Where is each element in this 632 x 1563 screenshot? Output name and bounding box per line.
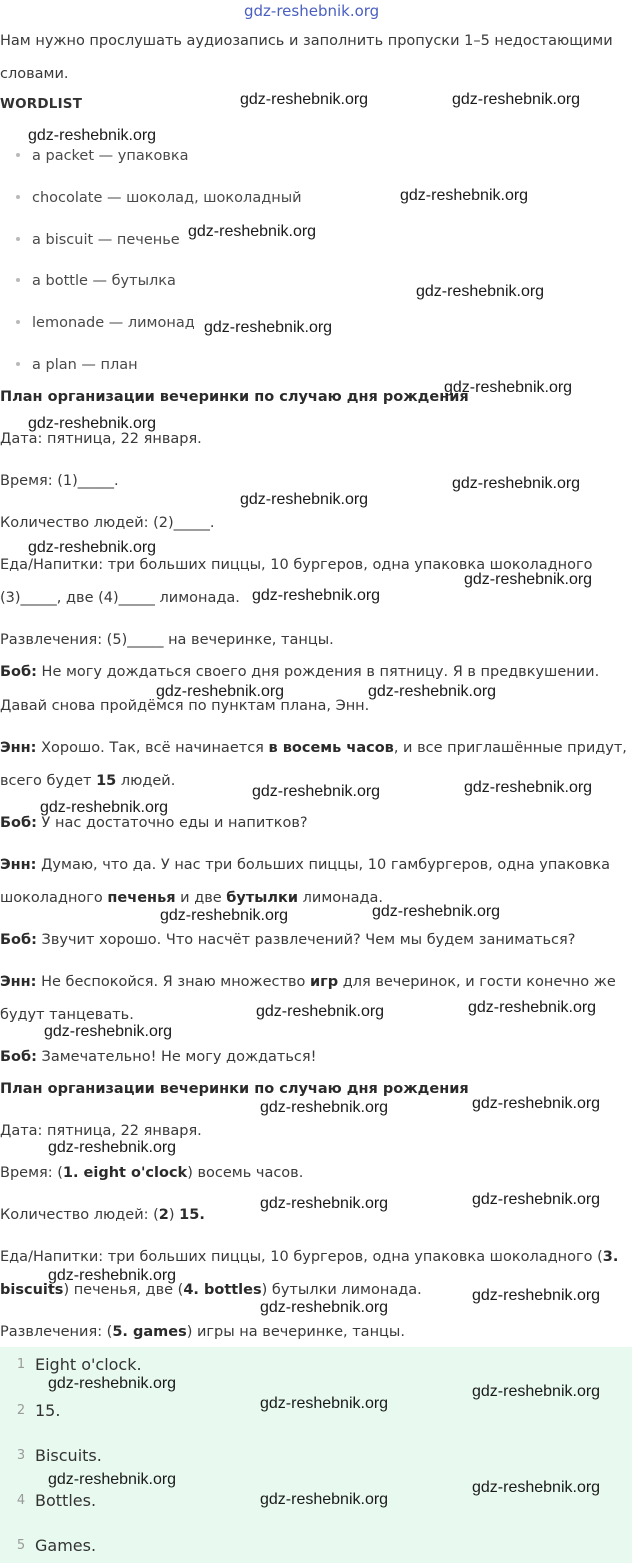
bullet-icon [16,237,20,241]
intro-line-1: Нам нужно прослушать аудиозапись и заполнить пропуски 1–5 недостающими [0,33,613,49]
watermark: gdz-reshebnik.org [156,683,285,700]
answers-box: 1 Eight o'clock. 2 15. 3 Biscuits. 4 Bottles. 5 Games. [0,1347,632,1563]
watermark: gdz-reshebnik.org [188,223,317,240]
watermark: gdz-reshebnik.org [464,779,593,796]
watermark: gdz-reshebnik.org [416,283,545,300]
wordlist-item: a plan — план [16,357,138,373]
top-watermark: gdz-reshebnik.org [244,2,380,20]
watermark: gdz-reshebnik.org [252,587,381,604]
watermark: gdz-reshebnik.org [256,1003,385,1020]
watermark: gdz-reshebnik.org [44,1023,173,1040]
dialog-line: будут танцевать. [0,1007,134,1023]
watermark: gdz-reshebnik.org [260,1491,389,1508]
plan-filled-food-line-1: Еда/Напитки: три больших пиццы, 10 бургеров, одна упаковка шоколадного (3. [0,1249,619,1265]
watermark: gdz-reshebnik.org [444,379,573,396]
watermark: gdz-reshebnik.org [452,91,581,108]
watermark: gdz-reshebnik.org [468,999,597,1016]
watermark: gdz-reshebnik.org [28,415,157,432]
watermark: gdz-reshebnik.org [48,1267,177,1284]
plan-date: Дата: пятница, 22 января. [0,431,202,447]
wordlist-item: chocolate — шоколад, шоколадный [16,190,302,206]
watermark: gdz-reshebnik.org [368,683,497,700]
watermark: gdz-reshebnik.org [48,1375,177,1392]
watermark: gdz-reshebnik.org [28,127,157,144]
plan-fun: Развлечения: (5)_____ на вечеринке, танцы. [0,632,334,648]
dialog-line: всего будет 15 людей. [0,773,176,789]
dialog-line: Боб: Замечательно! Не могу дождаться! [0,1049,317,1065]
dialog-line: Энн: Не беспокойся. Я знаю множество игр для вечеринок, и гости конечно же [0,974,616,990]
watermark: gdz-reshebnik.org [160,907,289,924]
watermark: gdz-reshebnik.org [240,91,369,108]
watermark: gdz-reshebnik.org [240,491,369,508]
wordlist-item: a biscuit — печенье [16,232,180,248]
watermark: gdz-reshebnik.org [48,1471,177,1488]
wordlist-item: lemonade — лимонад [16,315,195,331]
bullet-icon [16,278,20,282]
plan-filled-fun: Развлечения: (5. games) игры на вечеринке, танцы. [0,1324,405,1340]
plan-filled-people: Количество людей: (2) 15. [0,1207,205,1223]
watermark: gdz-reshebnik.org [48,1139,177,1156]
plan-food-line-1: Еда/Напитки: три больших пиццы, 10 бургеров, одна упаковка шоколадного [0,557,593,573]
dialog-line: шоколадного печенья и две бутылки лимонада. [0,890,384,906]
watermark: gdz-reshebnik.org [372,903,501,920]
wordlist-item: a bottle — бутылка [16,273,176,289]
wordlist-item: a packet — упаковка [16,148,189,164]
dialog-line: Энн: Хорошо. Так, всё начинается в восемь часов, и все приглашённые придут, [0,740,627,756]
watermark: gdz-reshebnik.org [472,1191,601,1208]
plan-filled-food-line-2: biscuits) печенья, две (4. bottles) бутылки лимонада. [0,1282,422,1298]
bullet-icon [16,320,20,324]
plan-food-line-2: (3)_____, две (4)_____ лимонада. [0,590,240,606]
bullet-icon [16,153,20,157]
bullet-icon [16,195,20,199]
plan-filled-title: План организации вечеринки по случаю дня рождения [0,1081,469,1097]
dialog-line: Боб: Звучит хорошо. Что насчёт развлечений? Чем мы будем заниматься? [0,932,576,948]
watermark: gdz-reshebnik.org [40,799,169,816]
watermark: gdz-reshebnik.org [464,571,593,588]
plan-people: Количество людей: (2)_____. [0,515,215,531]
plan-filled-date: Дата: пятница, 22 января. [0,1123,202,1139]
dialog-line: Боб: Не могу дождаться своего дня рождения в пятницу. Я в предвкушении. [0,664,600,680]
wordlist-title: WORDLIST [0,96,83,112]
dialog-line: Энн: Думаю, что да. У нас три больших пиццы, 10 гамбургеров, одна упаковка [0,857,611,873]
watermark: gdz-reshebnik.org [472,1479,601,1496]
plan-title: План организации вечеринки по случаю дня рождения [0,389,469,405]
watermark: gdz-reshebnik.org [400,187,529,204]
watermark: gdz-reshebnik.org [472,1287,601,1304]
watermark: gdz-reshebnik.org [28,539,157,556]
watermark: gdz-reshebnik.org [260,1195,389,1212]
watermark: gdz-reshebnik.org [204,319,333,336]
bullet-icon [16,362,20,366]
watermark: gdz-reshebnik.org [472,1383,601,1400]
dialog-line: Давай снова пройдёмся по пунктам плана, Энн. [0,698,370,714]
watermark: gdz-reshebnik.org [260,1299,389,1316]
watermark: gdz-reshebnik.org [472,1095,601,1112]
plan-time: Время: (1)_____. [0,473,119,489]
intro-line-2: словами. [0,66,69,82]
watermark: gdz-reshebnik.org [252,783,381,800]
watermark: gdz-reshebnik.org [452,475,581,492]
watermark: gdz-reshebnik.org [260,1395,389,1412]
plan-filled-time: Время: (1. eight o'clock) восемь часов. [0,1165,304,1181]
watermark: gdz-reshebnik.org [260,1099,389,1116]
dialog-line: Боб: У нас достаточно еды и напитков? [0,815,308,831]
